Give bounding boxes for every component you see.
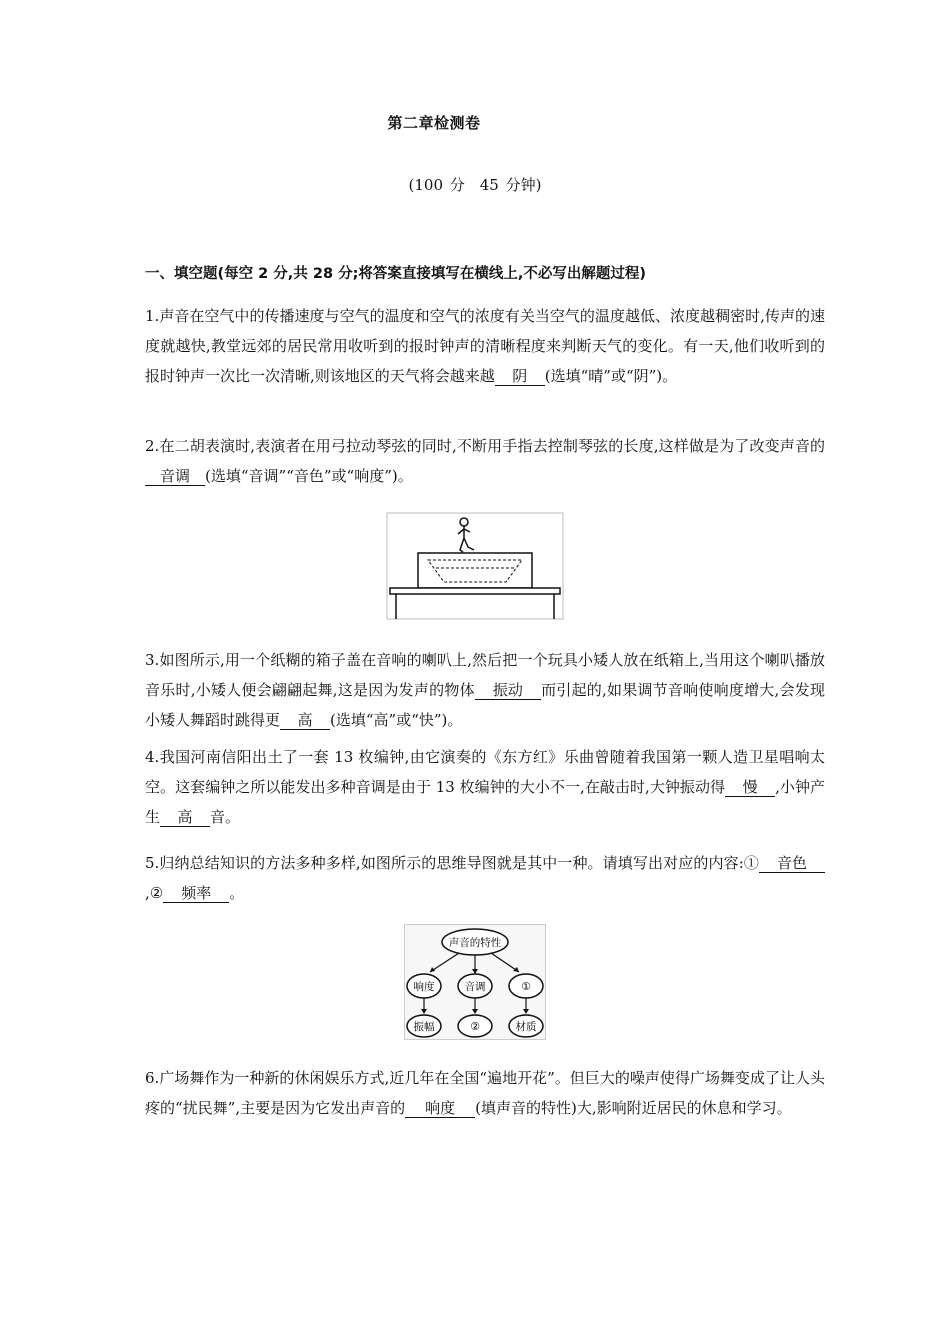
- mindmap-figure: [404, 924, 546, 1040]
- question-6-suffix: (填声音的特性)大,影响附近居民的休息和学习。: [475, 1099, 792, 1117]
- question-4-answer-2: 高: [160, 808, 210, 827]
- question-6: [145, 1063, 825, 1123]
- question-4: [145, 742, 825, 832]
- question-4-answer-1: 慢: [725, 778, 775, 797]
- question-3-suffix: (选填“高”或“快”)。: [330, 711, 463, 729]
- question-5-answer-2: 频率: [163, 884, 229, 903]
- mindmap-level2-label-3: 材质: [515, 1021, 537, 1033]
- question-3: [145, 645, 825, 735]
- page-title: 第二章检测卷: [387, 114, 481, 132]
- question-5-suffix: 。: [229, 884, 245, 902]
- question-5-answer-1: 音色: [759, 854, 825, 873]
- question-3-text: 3.如图所示,用一个纸糊的箱子盖在音响的喇叭上,然后把一个玩具小矮人放在纸箱上,当用这个喇叭播放音乐时,小矮人便会翩翩起舞,这是因为发声的物体: [145, 651, 825, 699]
- question-3-middle: 而引起的,如果调节音响使响度增大,会发现小矮人舞蹈时跳得更: [145, 681, 825, 729]
- question-6-text: 6.广场舞作为一种新的休闲娱乐方式,近几年在全国“遍地开花”。但巨大的噪声使得广场舞变成了让人头疼的“扰民舞”,主要是因为它发出声音的: [145, 1069, 825, 1117]
- question-4-text: 4.我国河南信阳出土了一套 13 枚编钟,由它演奏的《东方红》乐曲曾随着我国第一颗人造卫星唱响太空。这套编钟之所以能发出多种音调是由于 13 枚编钟的大小不一,在敲击时,大钟振动得: [145, 748, 825, 796]
- question-1-answer: 阴: [495, 367, 545, 386]
- question-1-suffix: (选填“晴”或“阴”)。: [544, 367, 678, 385]
- question-5-middle: ,②: [145, 884, 164, 902]
- question-2: [145, 431, 825, 491]
- speaker-box-illustration: [386, 512, 564, 620]
- question-4-suffix: 音。: [210, 808, 241, 826]
- mindmap-root-label: 声音的特性: [448, 937, 502, 949]
- section-heading: 一、填空题(每空 2 分,共 28 分;将答案直接填写在横线上,不必写出解题过程): [145, 266, 647, 282]
- question-1: [145, 301, 825, 391]
- question-3-answer-1: 振动: [475, 681, 541, 700]
- page-subtitle: (100 分 45 分钟): [408, 176, 542, 194]
- question-5: [145, 848, 825, 908]
- question-5-text: 5.归纳总结知识的方法多种多样,如图所示的思维导图就是其中一种。请填写出对应的内容:①: [145, 854, 759, 872]
- question-4-middle: ,小钟产生: [145, 778, 825, 826]
- question-3-answer-2: 高: [280, 711, 330, 730]
- question-2-suffix: (选填“音调”“音色”或“响度”)。: [205, 467, 413, 485]
- mindmap-level1-label-3: ①: [521, 980, 531, 993]
- mindmap-level1-label-2: 音调: [464, 981, 486, 993]
- question-6-answer: 响度: [405, 1099, 475, 1118]
- question-2-text: 2.在二胡表演时,表演者在用弓拉动琴弦的同时,不断用手指去控制琴弦的长度,这样做是为了改变声音的: [145, 437, 825, 455]
- question-1-text: 1.声音在空气中的传播速度与空气的温度和空气的浓度有关当空气的温度越低、浓度越稠密时,传声的速度就越快,教堂远郊的居民常用收听到的报时钟声的清晰程度来判断天气的变化。有一天,他们收听到的报时钟声一次比一次清晰,则该地区的天气将会越来越: [145, 307, 825, 385]
- mindmap-level2-label-1: 振幅: [413, 1021, 435, 1033]
- mindmap-level2-label-2: ②: [470, 1020, 480, 1033]
- mindmap-level1-label-1: 响度: [413, 981, 435, 993]
- mindmap-diagram: [404, 924, 546, 1040]
- speaker-box-figure: [386, 512, 564, 620]
- question-2-answer: 音调: [145, 467, 205, 486]
